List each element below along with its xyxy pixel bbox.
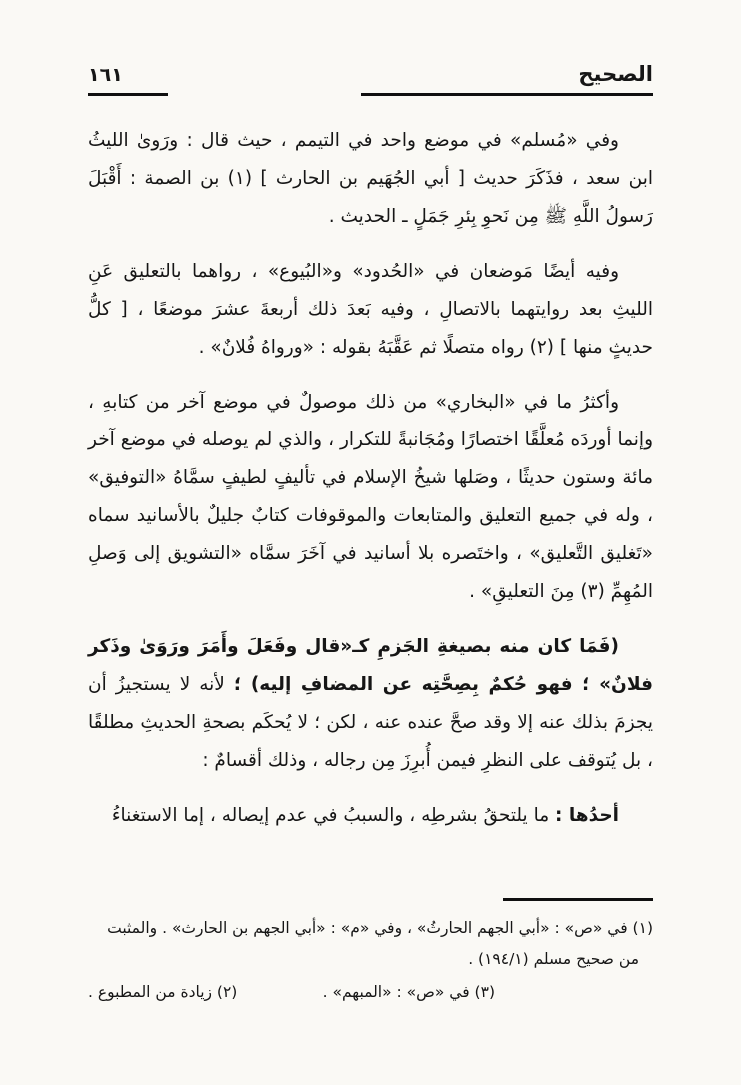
footnote-separator-rule	[503, 898, 653, 901]
matn-bold-text: (فَمَا كان منه بصيغةِ الجَزمِ كـ«قال وفَعَلَ وأَمَرَ ورَوَىٰ وذَكر فلانٌ» ؛ فهو حُكمٌ بِصِحَّتِه عن المضافِ إليه) ؛	[88, 636, 653, 695]
paragraph-sighat-al-jazm	[88, 628, 653, 780]
header-rules	[0, 86, 741, 96]
ahaduha-lead-bold: أحدُها :	[555, 804, 619, 826]
footnotes-section	[88, 898, 653, 1008]
paragraph-muslim-tayammum: وفي «مُسلم» في موضع واحد في التيمم ، حيث قال : ورَوىٰ الليثُ ابن سعد ، فذَكَرَ حديث [ أبي الجُهَيم بن الحارث ] (١) بن الصمة : أَقْبَلَ رَسولُ اللَّهِ ﷺ مِن نَحوِ بِئرِ جَمَلٍ ـ الحديث .	[88, 130, 653, 227]
ahaduha-rest: ما يلتحقُ بشرطِه ، والسببُ في عدم إيصاله ، إما الاستغناءُ	[111, 804, 556, 826]
page-header	[0, 0, 741, 86]
header-rule-under-page-number	[88, 93, 168, 96]
commentary-text: لأنه لا يستجيزُ أن يجزمَ بذلك عنه إلا وقد صحَّ عنده عنه ، لكن ؛ لا يُحكَم بصحةِ الحديثِ مطلقًا ، بل يُتوقف على النظرِ فيمن أُبرِزَ مِن رجاله ، وذلك أقسامٌ :	[88, 673, 653, 771]
footnote-1-line-2: من صحيح مسلم (١٩٤/١) .	[468, 949, 639, 968]
paragraph-bukhari-taliq: وأكثرُ ما في «البخاري» من ذلك موصولٌ في موضع آخر من كتابهِ ، وإنما أوردَه مُعلَّقًا اختصارًا ومُجَانبةً للتكرار ، والذي لم يوصله في موضع آخر مائة وستون حديثًا ، وصَلها شيخُ الإسلام في تأليفٍ لطيفٍ سمَّاهُ «التوفيق» ، وله في جميع التعليق والمتابعات والموقوفات كتابٌ جليلٌ بالأسانيد سماه «تَغليق التَّعليق» ، واختَصره بلا أسانيد في آخَرَ سمَّاه «التشويق إلى وَصلِ المُهِمِّ (٣) مِنَ التعليقِ» .	[88, 391, 653, 603]
chapter-title: الصحيح	[578, 62, 653, 86]
page-number: ١٦١	[88, 64, 123, 86]
footnote-2: (٢) زيادة من المطبوع .	[88, 982, 238, 1001]
paragraph-hudud-buyu: وفيه أيضًا مَوضعان في «الحُدود» و«البُيوع» ، رواهما بالتعليق عَنِ الليثِ بعد روايتهما بالاتصالِ ، وفيه بَعدَ ذلك أربعةَ عشرَ موضعًا ، [ كلُّ حديثٍ منها ] (٢) رواه متصلًا ثم عَقَّبَهُ بقوله : «ورواهُ فُلانٌ» .	[88, 260, 653, 358]
footnote-row	[88, 977, 653, 1008]
header-rule-under-title	[361, 93, 653, 96]
body-text	[0, 96, 741, 835]
footnote-3: (٣) في «ص» : «المبهم» .	[322, 982, 495, 1001]
footnote-1-line-1: (١) في «ص» : «أبي الجهم الحارثُ» ، وفي «م» : «أبي الجهم بن الحارث» . والمثبت	[107, 918, 653, 937]
paragraph-ahaduha	[88, 797, 653, 835]
